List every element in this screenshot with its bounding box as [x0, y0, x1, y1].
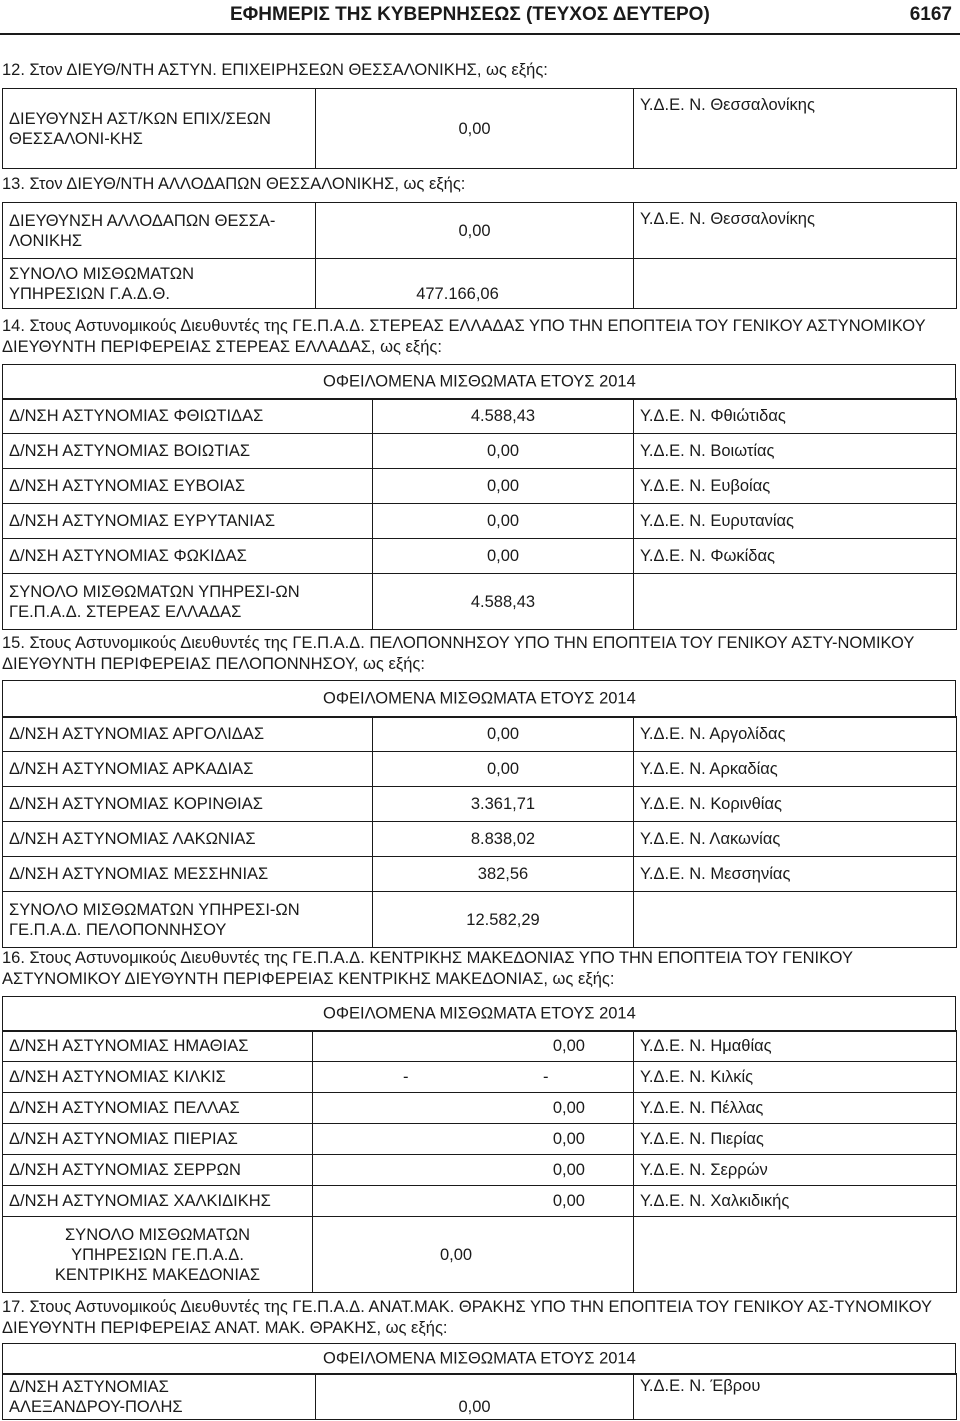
table-row — [3, 89, 957, 169]
audit-office: Υ.Δ.Ε. Ν. Κιλκίς — [634, 1062, 957, 1093]
section-15-caption-box — [2, 680, 956, 718]
caption: ΟΦΕΙΛΟΜΕΝΑ ΜΙΣΘΩΜΑΤΑ ΕΤΟΥΣ 2014 — [323, 689, 636, 708]
table-row — [3, 1374, 957, 1420]
total-row — [3, 574, 957, 630]
page-header — [0, 0, 960, 32]
office-name: Δ/ΝΣΗ ΑΣΤΥΝΟΜΙΑΣ ΑΛΕΞΑΝΔΡΟΥ-ΠΟΛΗΣ — [3, 1374, 316, 1420]
office-name: Δ/ΝΣΗ ΑΣΤΥΝΟΜΙΑΣ ΠΙΕΡΙΑΣ — [3, 1124, 313, 1155]
total-row — [3, 892, 957, 948]
section-14-caption-box — [2, 364, 956, 400]
table-row — [3, 1124, 957, 1155]
total-amount: 0,00 — [313, 1217, 634, 1293]
total-row — [3, 259, 957, 309]
section-16-heading: 16. Στους Αστυνομικούς Διευθυντές της ΓΕ.Π.Α.Δ. ΚΕΝΤΡΙΚΗΣ ΜΑΚΕΔΟΝΙΑΣ ΥΠΟ ΤΗΝ ΕΠΟΠΤΕΙΑ ΤΟΥ ΓΕΝΙΚΟΥ ΑΣΤΥΝΟΜΙΚΟΥ ΔΙΕΥΘΥΝΤΗ ΠΕΡΙΦΕΡΕΙΑΣ ΚΕΝΤΡΙΚΗΣ ΜΑΚΕΔΟΝΙΑΣ, ως εξής: — [2, 949, 853, 988]
office-name: Δ/ΝΣΗ ΑΣΤΥΝΟΜΙΑΣ ΑΡΓΟΛΙΔΑΣ — [3, 717, 373, 752]
audit-office: Υ.Δ.Ε. Ν. Αρκαδίας — [634, 752, 957, 787]
office-name: Δ/ΝΣΗ ΑΣΤΥΝΟΜΙΑΣ ΧΑΛΚΙΔΙΚΗΣ — [3, 1186, 313, 1217]
section-17-table — [2, 1373, 957, 1420]
table-row — [3, 469, 957, 504]
total-row — [3, 1217, 957, 1293]
header-rule — [0, 33, 960, 35]
audit-office: Υ.Δ.Ε. Ν. Ευβοίας — [634, 469, 957, 504]
section-17-caption-box — [2, 1343, 956, 1375]
audit-office: Υ.Δ.Ε. Ν. Βοιωτίας — [634, 434, 957, 469]
table-row — [3, 752, 957, 787]
total-amount: 12.582,29 — [373, 892, 634, 948]
office-name: Δ/ΝΣΗ ΑΣΤΥΝΟΜΙΑΣ ΗΜΑΘΙΑΣ — [3, 1031, 313, 1062]
amount: 0,00 — [373, 752, 634, 787]
office-name: Δ/ΝΣΗ ΑΣΤΥΝΟΜΙΑΣ ΕΥΒΟΙΑΣ — [3, 469, 373, 504]
section-17-heading: 17. Στους Αστυνομικούς Διευθυντές της ΓΕ.Π.Α.Δ. ΑΝΑΤ.ΜΑΚ. ΘΡΑΚΗΣ ΥΠΟ ΤΗΝ ΕΠΟΠΤΕΙΑ ΤΟΥ ΓΕΝΙΚΟΥ ΑΣ-ΤΥΝΟΜΙΚΟΥ ΔΙΕΥΘΥΝΤΗ ΠΕΡΙΦΕΡΕΙΑΣ ΑΝΑΤ. ΜΑΚ. ΘΡΑΚΗΣ, ως εξής: — [2, 1298, 932, 1337]
table-row — [3, 399, 957, 434]
amount: 4.588,43 — [373, 399, 634, 434]
total-label: ΣΥΝΟΛΟ ΜΙΣΘΩΜΑΤΩΝ ΥΠΗΡΕΣΙ-ΩΝ ΓΕ.Π.Α.Δ. ΣΤΕΡΕΑΣ ΕΛΛΑΔΑΣ — [3, 574, 373, 630]
amount: 8.838,02 — [373, 822, 634, 857]
office-name: Δ/ΝΣΗ ΑΣΤΥΝΟΜΙΑΣ ΜΕΣΣΗΝΙΑΣ — [3, 857, 373, 892]
total-label: ΣΥΝΟΛΟ ΜΙΣΘΩΜΑΤΩΝ ΥΠΗΡΕΣΙΩΝ Γ.Α.Δ.Θ. — [3, 259, 316, 309]
table-row — [3, 434, 957, 469]
amount: 0,00 — [313, 1186, 634, 1217]
table-row — [3, 857, 957, 892]
amount: 382,56 — [373, 857, 634, 892]
office-name: Δ/ΝΣΗ ΑΣΤΥΝΟΜΙΑΣ ΚΟΡΙΝΘΙΑΣ — [3, 787, 373, 822]
audit-office: Υ.Δ.Ε. Ν. Φωκίδας — [634, 539, 957, 574]
caption: ΟΦΕΙΛΟΜΕΝΑ ΜΙΣΘΩΜΑΤΑ ΕΤΟΥΣ 2014 — [323, 1349, 636, 1368]
caption: ΟΦΕΙΛΟΜΕΝΑ ΜΙΣΘΩΜΑΤΑ ΕΤΟΥΣ 2014 — [323, 1004, 636, 1023]
amount: 0,00 — [313, 1124, 634, 1155]
table-row — [3, 504, 957, 539]
section-14-table — [2, 398, 957, 630]
amount: 0,00 — [316, 89, 634, 169]
section-14-heading: 14. Στους Αστυνομικούς Διευθυντές της ΓΕ.Π.Α.Δ. ΣΤΕΡΕΑΣ ΕΛΛΑΔΑΣ ΥΠΟ ΤΗΝ ΕΠΟΠΤΕΙΑ ΤΟΥ ΓΕΝΙΚΟΥ ΑΣΤΥΝΟΜΙΚΟΥ ΔΙΕΥΘΥΝΤΗ ΠΕΡΙΦΕΡΕΙΑΣ ΣΤΕΡΕΑΣ ΕΛΛΑΔΑΣ, ως εξής: — [2, 317, 926, 356]
amount: 0,00 — [373, 434, 634, 469]
gazette-title: ΕΦΗΜΕΡΙΣ ΤΗΣ ΚΥΒΕΡΝΗΣΕΩΣ (ΤΕΥΧΟΣ ΔΕΥΤΕΡΟ) — [230, 4, 710, 25]
table-row — [3, 1186, 957, 1217]
audit-office: Υ.Δ.Ε. Ν. Πέλλας — [634, 1093, 957, 1124]
section-15-heading: 15. Στους Αστυνομικούς Διευθυντές της ΓΕ.Π.Α.Δ. ΠΕΛΟΠΟΝΝΗΣΟΥ ΥΠΟ ΤΗΝ ΕΠΟΠΤΕΙΑ ΤΟΥ ΓΕΝΙΚΟΥ ΑΣΤΥ-ΝΟΜΙΚΟΥ ΔΙΕΥΘΥΝΤΗ ΠΕΡΙΦΕΡΕΙΑΣ ΠΕΛΟΠΟΝΝΗΣΟΥ, ως εξής: — [2, 634, 915, 673]
office-name: ΔΙΕΥΘΥΝΣΗ ΑΛΛΟΔΑΠΩΝ ΘΕΣΣΑ-ΛΟΝΙΚΗΣ — [3, 203, 316, 259]
amount: 0,00 — [316, 1374, 634, 1420]
office-name: Δ/ΝΣΗ ΑΣΤΥΝΟΜΙΑΣ ΣΕΡΡΩΝ — [3, 1155, 313, 1186]
audit-office: Υ.Δ.Ε. Ν. Ευρυτανίας — [634, 504, 957, 539]
amount: 0,00 — [373, 717, 634, 752]
audit-office: Υ.Δ.Ε. Ν. Ημαθίας — [634, 1031, 957, 1062]
section-13-table — [2, 202, 957, 309]
audit-office: Υ.Δ.Ε. Ν. Χαλκιδικής — [634, 1186, 957, 1217]
total-amount: 4.588,43 — [373, 574, 634, 630]
audit-office: Υ.Δ.Ε. Ν. Σερρών — [634, 1155, 957, 1186]
section-12-heading: 12. Στον ΔΙΕΥΘ/ΝΤΗ ΑΣΤΥΝ. ΕΠΙΧΕΙΡΗΣΕΩΝ ΘΕΣΣΑΛΟΝΙΚΗΣ, ως εξής: — [2, 61, 548, 79]
total-label: ΣΥΝΟΛΟ ΜΙΣΘΩΜΑΤΩΝ ΥΠΗΡΕΣΙΩΝ ΓΕ.Π.Α.Δ. ΚΕΝΤΡΙΚΗΣ ΜΑΚΕΔΟΝΙΑΣ — [3, 1217, 313, 1293]
office-name: Δ/ΝΣΗ ΑΣΤΥΝΟΜΙΑΣ ΦΩΚΙΔΑΣ — [3, 539, 373, 574]
office-name: Δ/ΝΣΗ ΑΣΤΥΝΟΜΙΑΣ ΦΘΙΩΤΙΔΑΣ — [3, 399, 373, 434]
amount: 0,00 — [373, 539, 634, 574]
table-row — [3, 1062, 957, 1093]
amount: 0,00 — [316, 203, 634, 259]
amount-dash-right: - — [543, 1068, 549, 1086]
office-name: Δ/ΝΣΗ ΑΣΤΥΝΟΜΙΑΣ ΠΕΛΛΑΣ — [3, 1093, 313, 1124]
section-16-caption-box — [2, 996, 956, 1032]
office-name: Δ/ΝΣΗ ΑΣΤΥΝΟΜΙΑΣ ΒΟΙΩΤΙΑΣ — [3, 434, 373, 469]
table-row — [3, 1155, 957, 1186]
table-row — [3, 822, 957, 857]
audit-office: Υ.Δ.Ε. Ν. Φθιώτιδας — [634, 399, 957, 434]
audit-office: Υ.Δ.Ε. Ν. Λακωνίας — [634, 822, 957, 857]
total-amount: 477.166,06 — [316, 259, 634, 309]
amount: 0,00 — [313, 1031, 634, 1062]
caption: ΟΦΕΙΛΟΜΕΝΑ ΜΙΣΘΩΜΑΤΑ ΕΤΟΥΣ 2014 — [323, 372, 636, 391]
amount: 3.361,71 — [373, 787, 634, 822]
table-row — [3, 539, 957, 574]
section-12-table — [2, 88, 957, 169]
table-row — [3, 203, 957, 259]
amount: 0,00 — [373, 504, 634, 539]
table-row — [3, 1031, 957, 1062]
section-15-table — [2, 716, 957, 948]
table-row — [3, 787, 957, 822]
office-name: Δ/ΝΣΗ ΑΣΤΥΝΟΜΙΑΣ ΚΙΛΚΙΣ — [3, 1062, 313, 1093]
amount: 0,00 — [373, 469, 634, 504]
section-16-table — [2, 1030, 957, 1293]
amount-dash-left: - — [403, 1068, 409, 1086]
table-row — [3, 1093, 957, 1124]
page-number: 6167 — [909, 4, 952, 25]
total-label: ΣΥΝΟΛΟ ΜΙΣΘΩΜΑΤΩΝ ΥΠΗΡΕΣΙ-ΩΝ ΓΕ.Π.Α.Δ. ΠΕΛΟΠΟΝΝΗΣΟΥ — [3, 892, 373, 948]
audit-office: Υ.Δ.Ε. Ν. Θεσσαλονίκης — [634, 203, 957, 259]
office-name: ΔΙΕΥΘΥΝΣΗ ΑΣΤ/ΚΩΝ ΕΠΙΧ/ΣΕΩΝ ΘΕΣΣΑΛΟΝΙ-ΚΗΣ — [3, 89, 316, 169]
audit-office: Υ.Δ.Ε. Ν. Αργολίδας — [634, 717, 957, 752]
audit-office: Υ.Δ.Ε. Ν. Έβρου — [634, 1374, 957, 1420]
audit-office: Υ.Δ.Ε. Ν. Πιερίας — [634, 1124, 957, 1155]
audit-office: Υ.Δ.Ε. Ν. Κορινθίας — [634, 787, 957, 822]
amount: 0,00 — [313, 1155, 634, 1186]
amount: 0,00 — [313, 1093, 634, 1124]
amount-dashes — [313, 1062, 634, 1093]
section-13-heading: 13. Στον ΔΙΕΥΘ/ΝΤΗ ΑΛΛΟΔΑΠΩΝ ΘΕΣΣΑΛΟΝΙΚΗΣ, ως εξής: — [2, 175, 466, 193]
audit-office: Υ.Δ.Ε. Ν. Θεσσαλονίκης — [634, 89, 957, 169]
office-name: Δ/ΝΣΗ ΑΣΤΥΝΟΜΙΑΣ ΕΥΡΥΤΑΝΙΑΣ — [3, 504, 373, 539]
office-name: Δ/ΝΣΗ ΑΣΤΥΝΟΜΙΑΣ ΛΑΚΩΝΙΑΣ — [3, 822, 373, 857]
office-name: Δ/ΝΣΗ ΑΣΤΥΝΟΜΙΑΣ ΑΡΚΑΔΙΑΣ — [3, 752, 373, 787]
audit-office: Υ.Δ.Ε. Ν. Μεσσηνίας — [634, 857, 957, 892]
table-row — [3, 717, 957, 752]
